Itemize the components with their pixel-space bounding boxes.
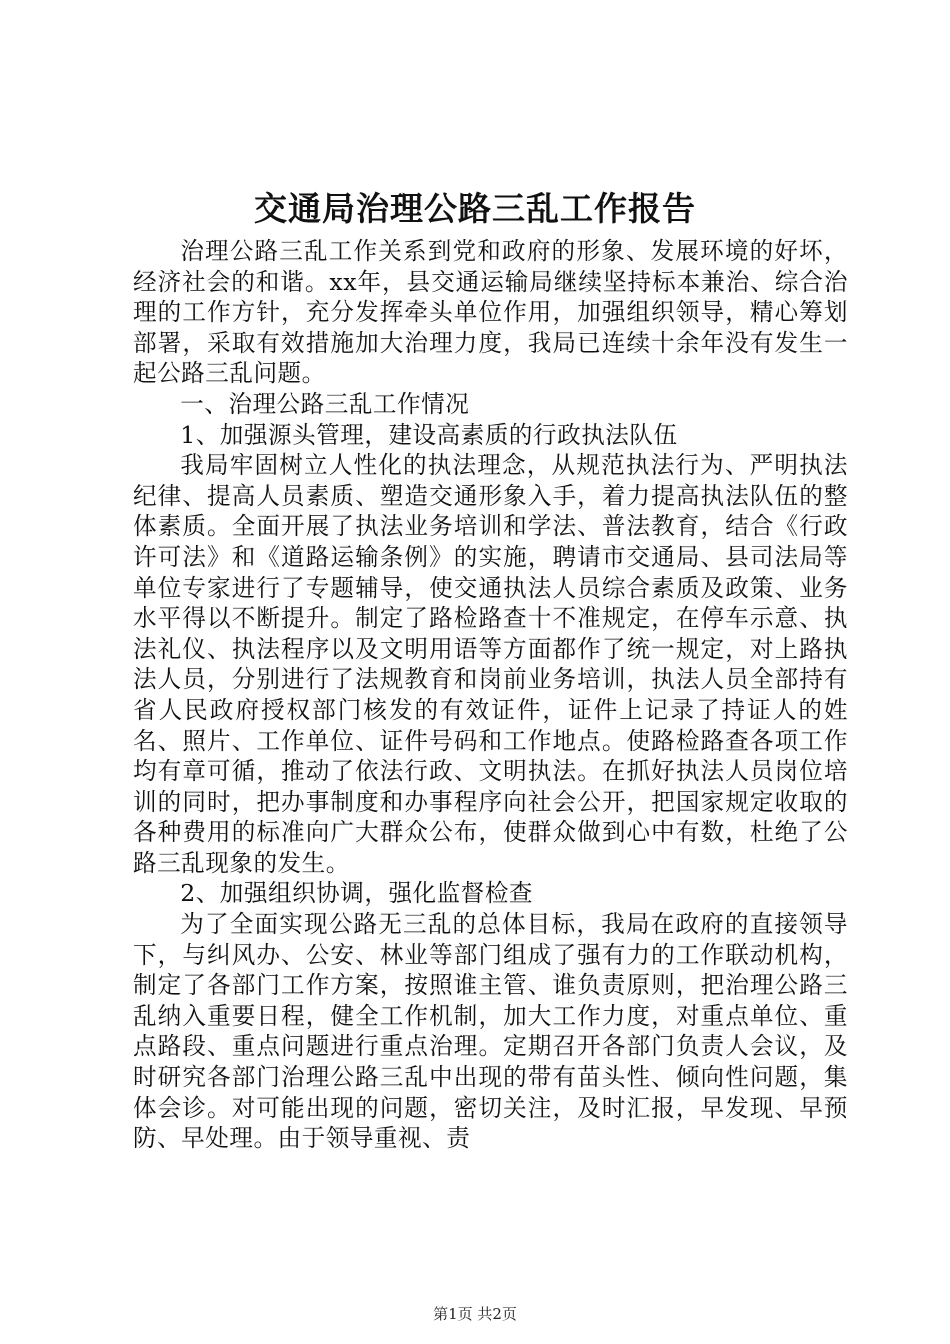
body-paragraph-1: 我局牢固树立人性化的执法理念，从规范执法行为、严明执法纪律、提高人员素质、塑造交通形象入手，着力提高执法队伍的整体素质。全面开展了执法业务培训和学法、普法教育，结合《行政许可法》和《道路运输条例》的实施，聘请市交通局、县司法局等单位专家进行了专题辅导，使交通执法人员综合素质及政策、业务水平得以不断提升。制定了路检路查十不准规定，在停车示意、执法礼仪、执法程序以及文明用语等方面都作了统一规定，对上路执法人员，分别进行了法规教育和岗前业务培训，执法人员全部持有省人民政府授权部门核发的有效证件，证件上记录了持证人的姓名、照片、工作单位、证件号码和工作地点。使路检路查各项工作均有章可循，推动了依法行政、文明执法。在抓好执法人员岗位培训的同时，把办事制度和办事程序向社会公开，把国家规定收取的各种费用的标准向广大群众公布，使群众做到心中有数，杜绝了公路三乱现象的发生。 [133, 451, 848, 877]
page-footer: 第1页 共2页 [433, 1305, 517, 1323]
subsection-heading-1: 1、加强源头管理，建设高素质的行政执法队伍 [180, 420, 678, 449]
document-title: 交通局治理公路三乱工作报告 [254, 189, 696, 228]
body-paragraph-2: 为了全面实现公路无三乱的总体目标，我局在政府的直接领导下，与纠风办、公安、林业等部门组成了强有力的工作联动机构，制定了各部门工作方案，按照谁主管、谁负责原则，把治理公路三乱纳入重要日程，健全工作机制，加大工作力度，对重点单位、重点路段、重点问题进行重点治理。定期召开各部门负责人会议，及时研究各部门治理公路三乱中出现的带有苗头性、倾向性问题，集体会诊。对可能出现的问题，密切关注，及时汇报，早发现、早预防、早处理。由于领导重视、责 [133, 910, 848, 1153]
intro-paragraph: 治理公路三乱工作关系到党和政府的形象、发展环境的好坏，经济社会的和谐。xx年，县交通运输局继续坚持标本兼治、综合治理的工作方针，充分发挥牵头单位作用，加强组织领导，精心筹划部署，采取有效措施加大治理力度，我局已连续十余年没有发生一起公路三乱问题。 [133, 237, 848, 388]
subsection-heading-2: 2、加强组织协调，强化监督检查 [180, 879, 534, 908]
section-heading-1: 一、治理公路三乱工作情况 [180, 389, 470, 418]
document-body [133, 236, 848, 1154]
